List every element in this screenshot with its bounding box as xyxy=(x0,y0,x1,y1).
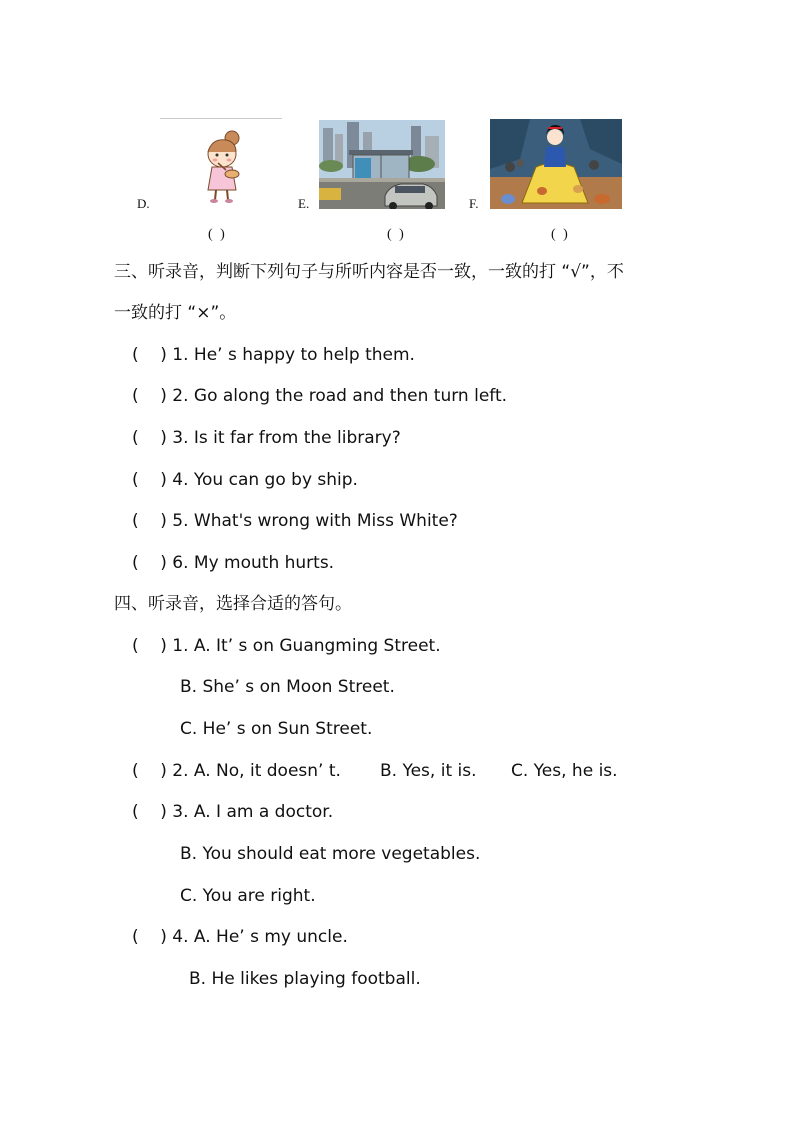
answer-paren-e: ( ) xyxy=(387,227,406,242)
q4-option-b: B. He likes playing football. xyxy=(189,969,421,989)
option-letter-d: D. xyxy=(137,196,150,211)
q1-option-c: C. He’ s on Sun Street. xyxy=(180,719,373,739)
q2-option-c: C. Yes, he is. xyxy=(511,761,618,781)
judge-item-1: ( ) 1. He’ s happy to help them. xyxy=(132,345,415,365)
option-letter-e: E. xyxy=(298,196,310,211)
q3-option-a: ( ) 3. A. I am a doctor. xyxy=(132,802,334,822)
q2-option-b: B. Yes, it is. xyxy=(380,761,477,781)
q4-option-a: ( ) 4. A. He’ s my uncle. xyxy=(132,927,348,947)
q1-option-b: B. She’ s on Moon Street. xyxy=(180,677,395,697)
judge-item-3: ( ) 3. Is it far from the library? xyxy=(132,428,401,448)
option-letter-f: F. xyxy=(469,196,479,211)
girl-eating-cartoon-icon xyxy=(160,118,282,206)
judge-item-2: ( ) 2. Go along the road and then turn left. xyxy=(132,386,508,406)
q3-option-b: B. You should eat more vegetables. xyxy=(180,844,481,864)
judge-item-5: ( ) 5. What's wrong with Miss White? xyxy=(132,511,458,531)
q2-option-a: ( ) 2. A. No, it doesn’ t. xyxy=(132,761,341,781)
section-3-heading-line-1: 三、听录音，判断下列句子与所听内容是否一致，一致的打 “√”，不 xyxy=(114,262,624,282)
snow-white-cartoon-icon xyxy=(490,119,622,209)
answer-paren-d: ( ) xyxy=(208,227,227,242)
section-3-heading-line-2: 一致的打 “×”。 xyxy=(114,303,237,323)
section-4-heading: 四、听录音，选择合适的答句。 xyxy=(114,594,352,614)
judge-item-4: ( ) 4. You can go by ship. xyxy=(132,470,358,490)
judge-item-6: ( ) 6. My mouth hurts. xyxy=(132,553,335,573)
q1-option-a: ( ) 1. A. It’ s on Guangming Street. xyxy=(132,636,441,656)
answer-paren-f: ( ) xyxy=(551,227,570,242)
bus-stop-photo-icon xyxy=(319,120,445,209)
q3-option-c: C. You are right. xyxy=(180,886,316,906)
